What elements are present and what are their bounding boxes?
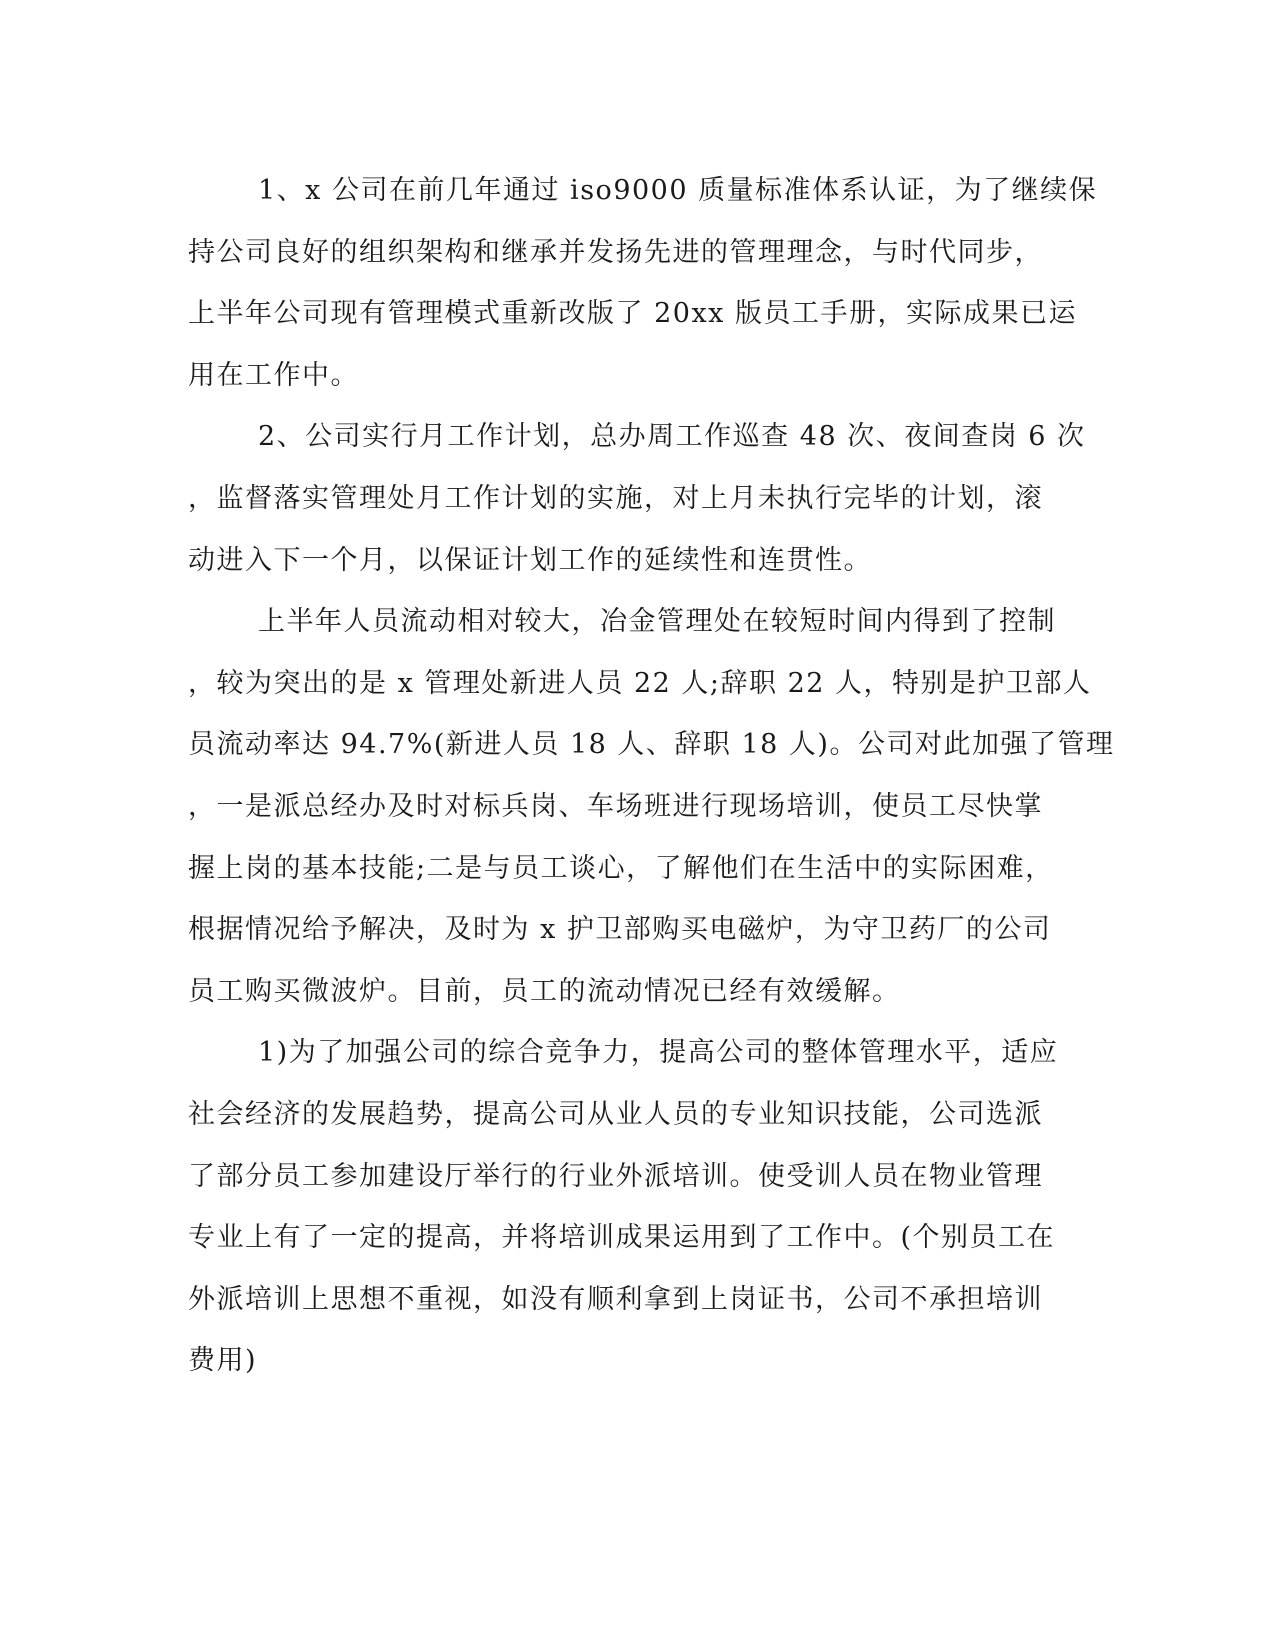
text-line: ，监督落实管理处月工作计划的实施，对上月未执行完毕的计划，滚 [188, 482, 1043, 514]
text-line: ，较为突出的是 x 管理处新进人员 22 人;辞职 22 人，特别是护卫部人 [188, 667, 1092, 699]
text-line: 上半年人员流动相对较大，冶金管理处在较短时间内得到了控制 [258, 606, 1056, 638]
paragraph-1 [188, 160, 1098, 406]
text-line: 用在工作中。 [188, 359, 359, 391]
text-line: 根据情况给予解决，及时为 x 护卫部购买电磁炉，为守卫药厂的公司 [188, 914, 1052, 946]
text-line: 了部分员工参加建设厅举行的行业外派培训。使受训人员在物业管理 [188, 1160, 1043, 1192]
text-line: 外派培训上思想不重视，如没有顺利拿到上岗证书，公司不承担培训 [188, 1283, 1043, 1315]
text-line: 1、x 公司在前几年通过 iso9000 质量标准体系认证，为了继续保 [258, 175, 1098, 206]
paragraph-4 [188, 1022, 1080, 1392]
text-line: 员工购买微波炉。目前，员工的流动情况已经有效缓解。 [188, 975, 901, 1007]
text-line: 2、公司实行月工作计划，总办周工作巡查 48 次、夜间查岗 6 次 [258, 421, 1086, 453]
document-body [188, 160, 1115, 1392]
text-line: 1)为了加强公司的综合竞争力，提高公司的整体管理水平，适应 [258, 1037, 1059, 1069]
text-line: 员流动率达 94.7%(新进人员 18 人、辞职 18 人)。公司对此加强了管理 [188, 729, 1115, 761]
text-line: 专业上有了一定的提高，并将培训成果运用到了工作中。(个别员工在 [188, 1222, 1056, 1254]
text-line: 社会经济的发展趋势，提高公司从业人员的专业知识技能，公司选派 [188, 1098, 1043, 1130]
paragraph-2 [188, 406, 1086, 591]
text-line: 动进入下一个月，以保证计划工作的延续性和连贯性。 [188, 544, 872, 576]
text-line: 持公司良好的组织架构和继承并发扬先进的管理理念，与时代同步， [188, 236, 1043, 268]
text-line: 上半年公司现有管理模式重新改版了 20xx 版员工手册，实际成果已运 [188, 298, 1077, 330]
text-line: 费用) [188, 1345, 258, 1377]
paragraph-3 [188, 591, 1115, 1022]
text-line: ，一是派总经办及时对标兵岗、车场班进行现场培训，使员工尽快掌 [188, 790, 1043, 822]
text-line: 握上岗的基本技能;二是与员工谈心，了解他们在生活中的实际困难， [188, 852, 1054, 884]
